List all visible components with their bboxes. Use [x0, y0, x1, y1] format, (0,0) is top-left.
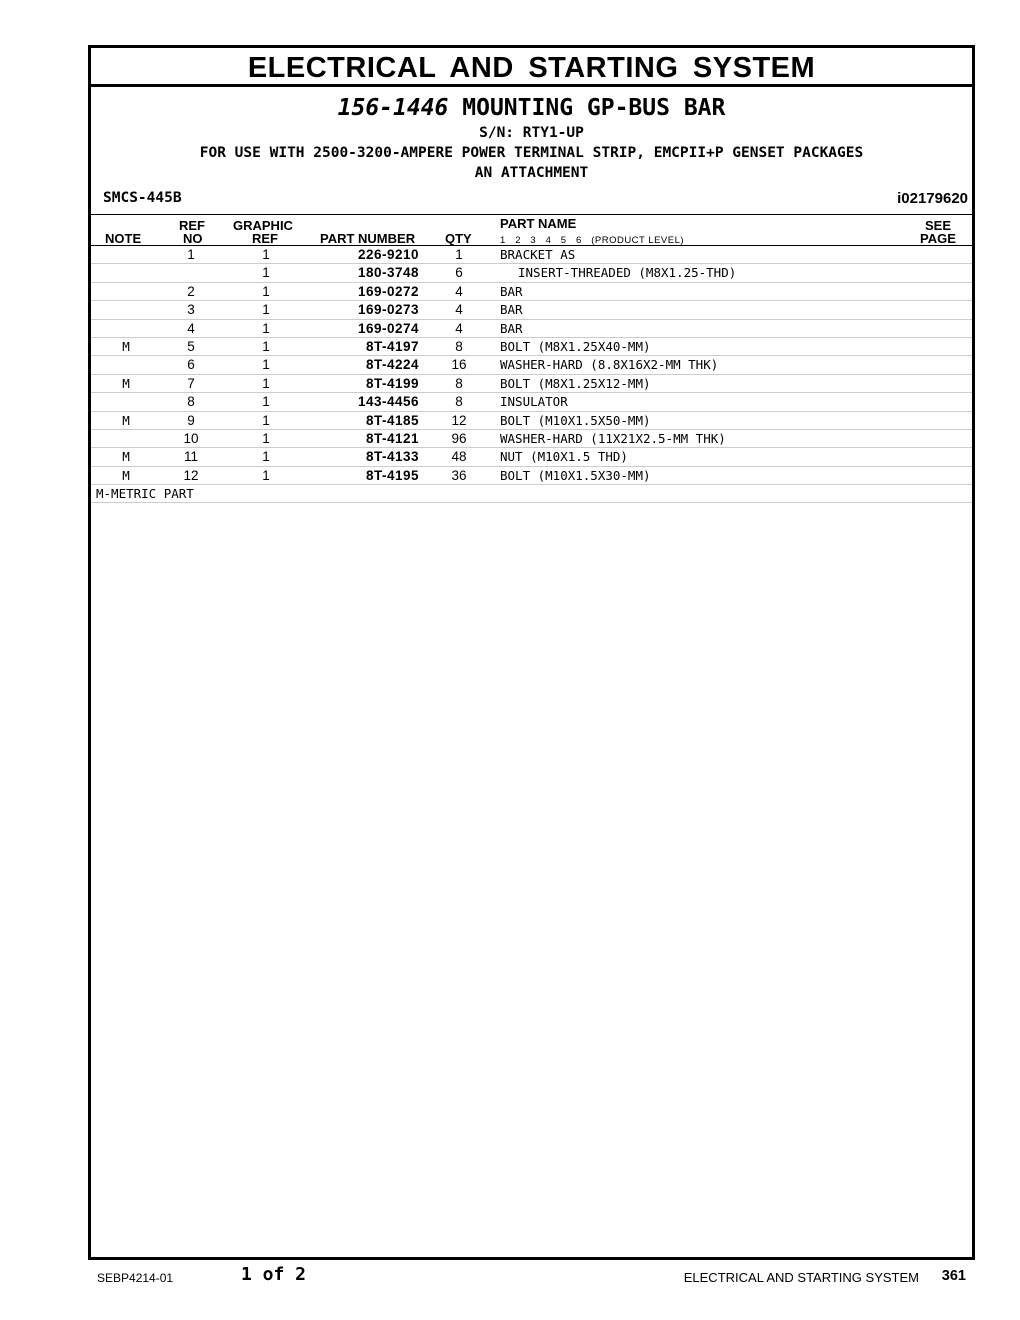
table-row: [91, 264, 972, 282]
cell-part-number: 8T-4133: [365, 449, 419, 465]
cell-qty: 8: [455, 375, 463, 391]
cell-part-number: 8T-4195: [365, 467, 419, 483]
cell-part-name: BAR: [500, 320, 523, 336]
footer-section: ELECTRICAL AND STARTING SYSTEM: [683, 1270, 919, 1285]
col-part-name: PART NAME: [500, 216, 577, 231]
table-row: [91, 412, 972, 430]
cell-graphic-ref: 1: [262, 320, 270, 336]
cell-ref-no: 2: [187, 283, 195, 299]
col-graphic-bottom: REF: [252, 231, 278, 246]
cell-part-number: 180-3748: [357, 265, 419, 281]
cell-part-number: 169-0272: [357, 283, 419, 299]
cell-qty: 36: [451, 467, 467, 483]
cell-note: M: [122, 467, 130, 483]
illustration-id: i02179620: [897, 190, 968, 207]
group-header: [91, 93, 972, 183]
group-name: MOUNTING GP-BUS BAR: [462, 95, 726, 121]
cell-qty: 6: [455, 265, 463, 281]
footer-page-of: 1 of 2: [241, 1264, 307, 1285]
smcs-row: [91, 188, 972, 215]
cell-part-number: 169-0274: [357, 320, 419, 336]
col-see-top: SEE: [925, 218, 952, 233]
cell-qty: 8: [455, 338, 463, 354]
cell-graphic-ref: 1: [262, 430, 270, 446]
group-title: [91, 93, 972, 123]
col-see-bottom: PAGE: [920, 231, 956, 246]
metric-note: M-METRIC PART: [91, 485, 972, 503]
cell-graphic-ref: 1: [262, 302, 270, 318]
cell-part-name: INSERT-THREADED (M8X1.25-THD): [518, 265, 737, 281]
cell-qty: 8: [455, 394, 463, 410]
cell-ref-no: 7: [187, 375, 195, 391]
cell-ref-no: 9: [187, 412, 195, 428]
cell-ref-no: 5: [187, 338, 195, 354]
group-part-number: 156-1446: [337, 95, 449, 121]
cell-part-name: BRACKET AS: [500, 247, 576, 262]
parts-list: [91, 246, 972, 485]
cell-part-name: BAR: [500, 283, 523, 299]
col-ref-bottom: NO: [183, 231, 203, 246]
cell-graphic-ref: 1: [262, 394, 270, 410]
smcs-code: SMCS-445B: [103, 190, 182, 206]
cell-graphic-ref: 1: [262, 412, 270, 428]
col-graphic-top: GRAPHIC: [233, 218, 293, 233]
cell-ref-no: 4: [187, 320, 195, 336]
cell-graphic-ref: 1: [262, 467, 270, 483]
cell-qty: 4: [455, 302, 463, 318]
col-note: NOTE: [105, 231, 142, 246]
footer-page-number: 361: [941, 1268, 966, 1284]
col-qty: QTY: [445, 231, 472, 246]
col-ref-top: REF: [179, 218, 205, 233]
cell-graphic-ref: 1: [262, 283, 270, 299]
column-header: [91, 215, 972, 246]
cell-part-number: 8T-4197: [365, 338, 419, 354]
cell-part-name: INSULATOR: [500, 394, 568, 410]
cell-graphic-ref: 1: [262, 357, 270, 373]
table-row: [91, 467, 972, 485]
cell-note: M: [122, 412, 130, 428]
table-row: [91, 246, 972, 264]
cell-part-number: 169-0273: [357, 302, 419, 318]
cell-part-name: WASHER-HARD (11X21X2.5-MM THK): [500, 430, 726, 446]
table-row: [91, 301, 972, 319]
cell-ref-no: 3: [187, 302, 195, 318]
cell-qty: 96: [451, 430, 467, 446]
cell-part-name: NUT (M10X1.5 THD): [500, 449, 628, 465]
table-row: [91, 375, 972, 393]
table-row: [91, 393, 972, 411]
cell-graphic-ref: 1: [262, 449, 270, 465]
cell-ref-no: 8: [187, 394, 195, 410]
cell-qty: 1: [455, 247, 463, 262]
cell-part-name: BOLT (M10X1.5X50-MM): [500, 412, 651, 428]
cell-ref-no: 12: [183, 467, 199, 483]
table-row: [91, 320, 972, 338]
col-product-level: 1 2 3 4 5 6 (PRODUCT LEVEL): [500, 235, 685, 246]
table-row: [91, 448, 972, 466]
cell-ref-no: 10: [183, 430, 199, 446]
serial-range: S/N: RTY1-UP: [479, 125, 584, 141]
cell-qty: 16: [451, 357, 467, 373]
cell-qty: 4: [455, 320, 463, 336]
cell-part-number: 8T-4185: [365, 412, 419, 428]
cell-part-number: 226-9210: [357, 247, 419, 262]
cell-ref-no: 11: [183, 449, 198, 465]
cell-part-name: BOLT (M8X1.25X40-MM): [500, 338, 651, 354]
table-row: [91, 338, 972, 356]
cell-ref-no: 1: [187, 247, 195, 262]
cell-ref-no: 6: [187, 357, 195, 373]
cell-qty: 12: [451, 412, 467, 428]
cell-graphic-ref: 1: [262, 247, 270, 262]
footer-doc-id: SEBP4214-01: [97, 1271, 174, 1285]
section-title: ELECTRICAL AND STARTING SYSTEM: [91, 48, 972, 87]
cell-part-number: 8T-4224: [365, 357, 419, 373]
col-part-number: PART NUMBER: [320, 231, 416, 246]
cell-part-name: BOLT (M10X1.5X30-MM): [500, 467, 651, 483]
table-row: [91, 356, 972, 374]
attachment-type: AN ATTACHMENT: [474, 165, 589, 181]
cell-part-name: BOLT (M8X1.25X12-MM): [500, 375, 651, 391]
cell-part-number: 8T-4199: [365, 375, 419, 391]
cell-graphic-ref: 1: [262, 375, 270, 391]
cell-part-name: BAR: [500, 302, 523, 318]
table-row: [91, 283, 972, 301]
cell-note: M: [122, 449, 130, 465]
table-row: [91, 430, 972, 448]
usage-note: FOR USE WITH 2500-3200-AMPERE POWER TERMINAL STRIP, EMCPII+P GENSET PACKAGES: [199, 145, 864, 161]
cell-part-number: 8T-4121: [365, 430, 419, 446]
page-frame: [88, 45, 975, 1260]
cell-part-name: WASHER-HARD (8.8X16X2-MM THK): [500, 357, 719, 373]
cell-part-number: 143-4456: [357, 394, 419, 410]
cell-graphic-ref: 1: [262, 338, 270, 354]
page-footer: [0, 1262, 1020, 1292]
cell-qty: 48: [451, 449, 467, 465]
cell-qty: 4: [455, 283, 463, 299]
cell-note: M: [122, 375, 130, 391]
cell-graphic-ref: 1: [262, 265, 270, 281]
cell-note: M: [122, 338, 130, 354]
